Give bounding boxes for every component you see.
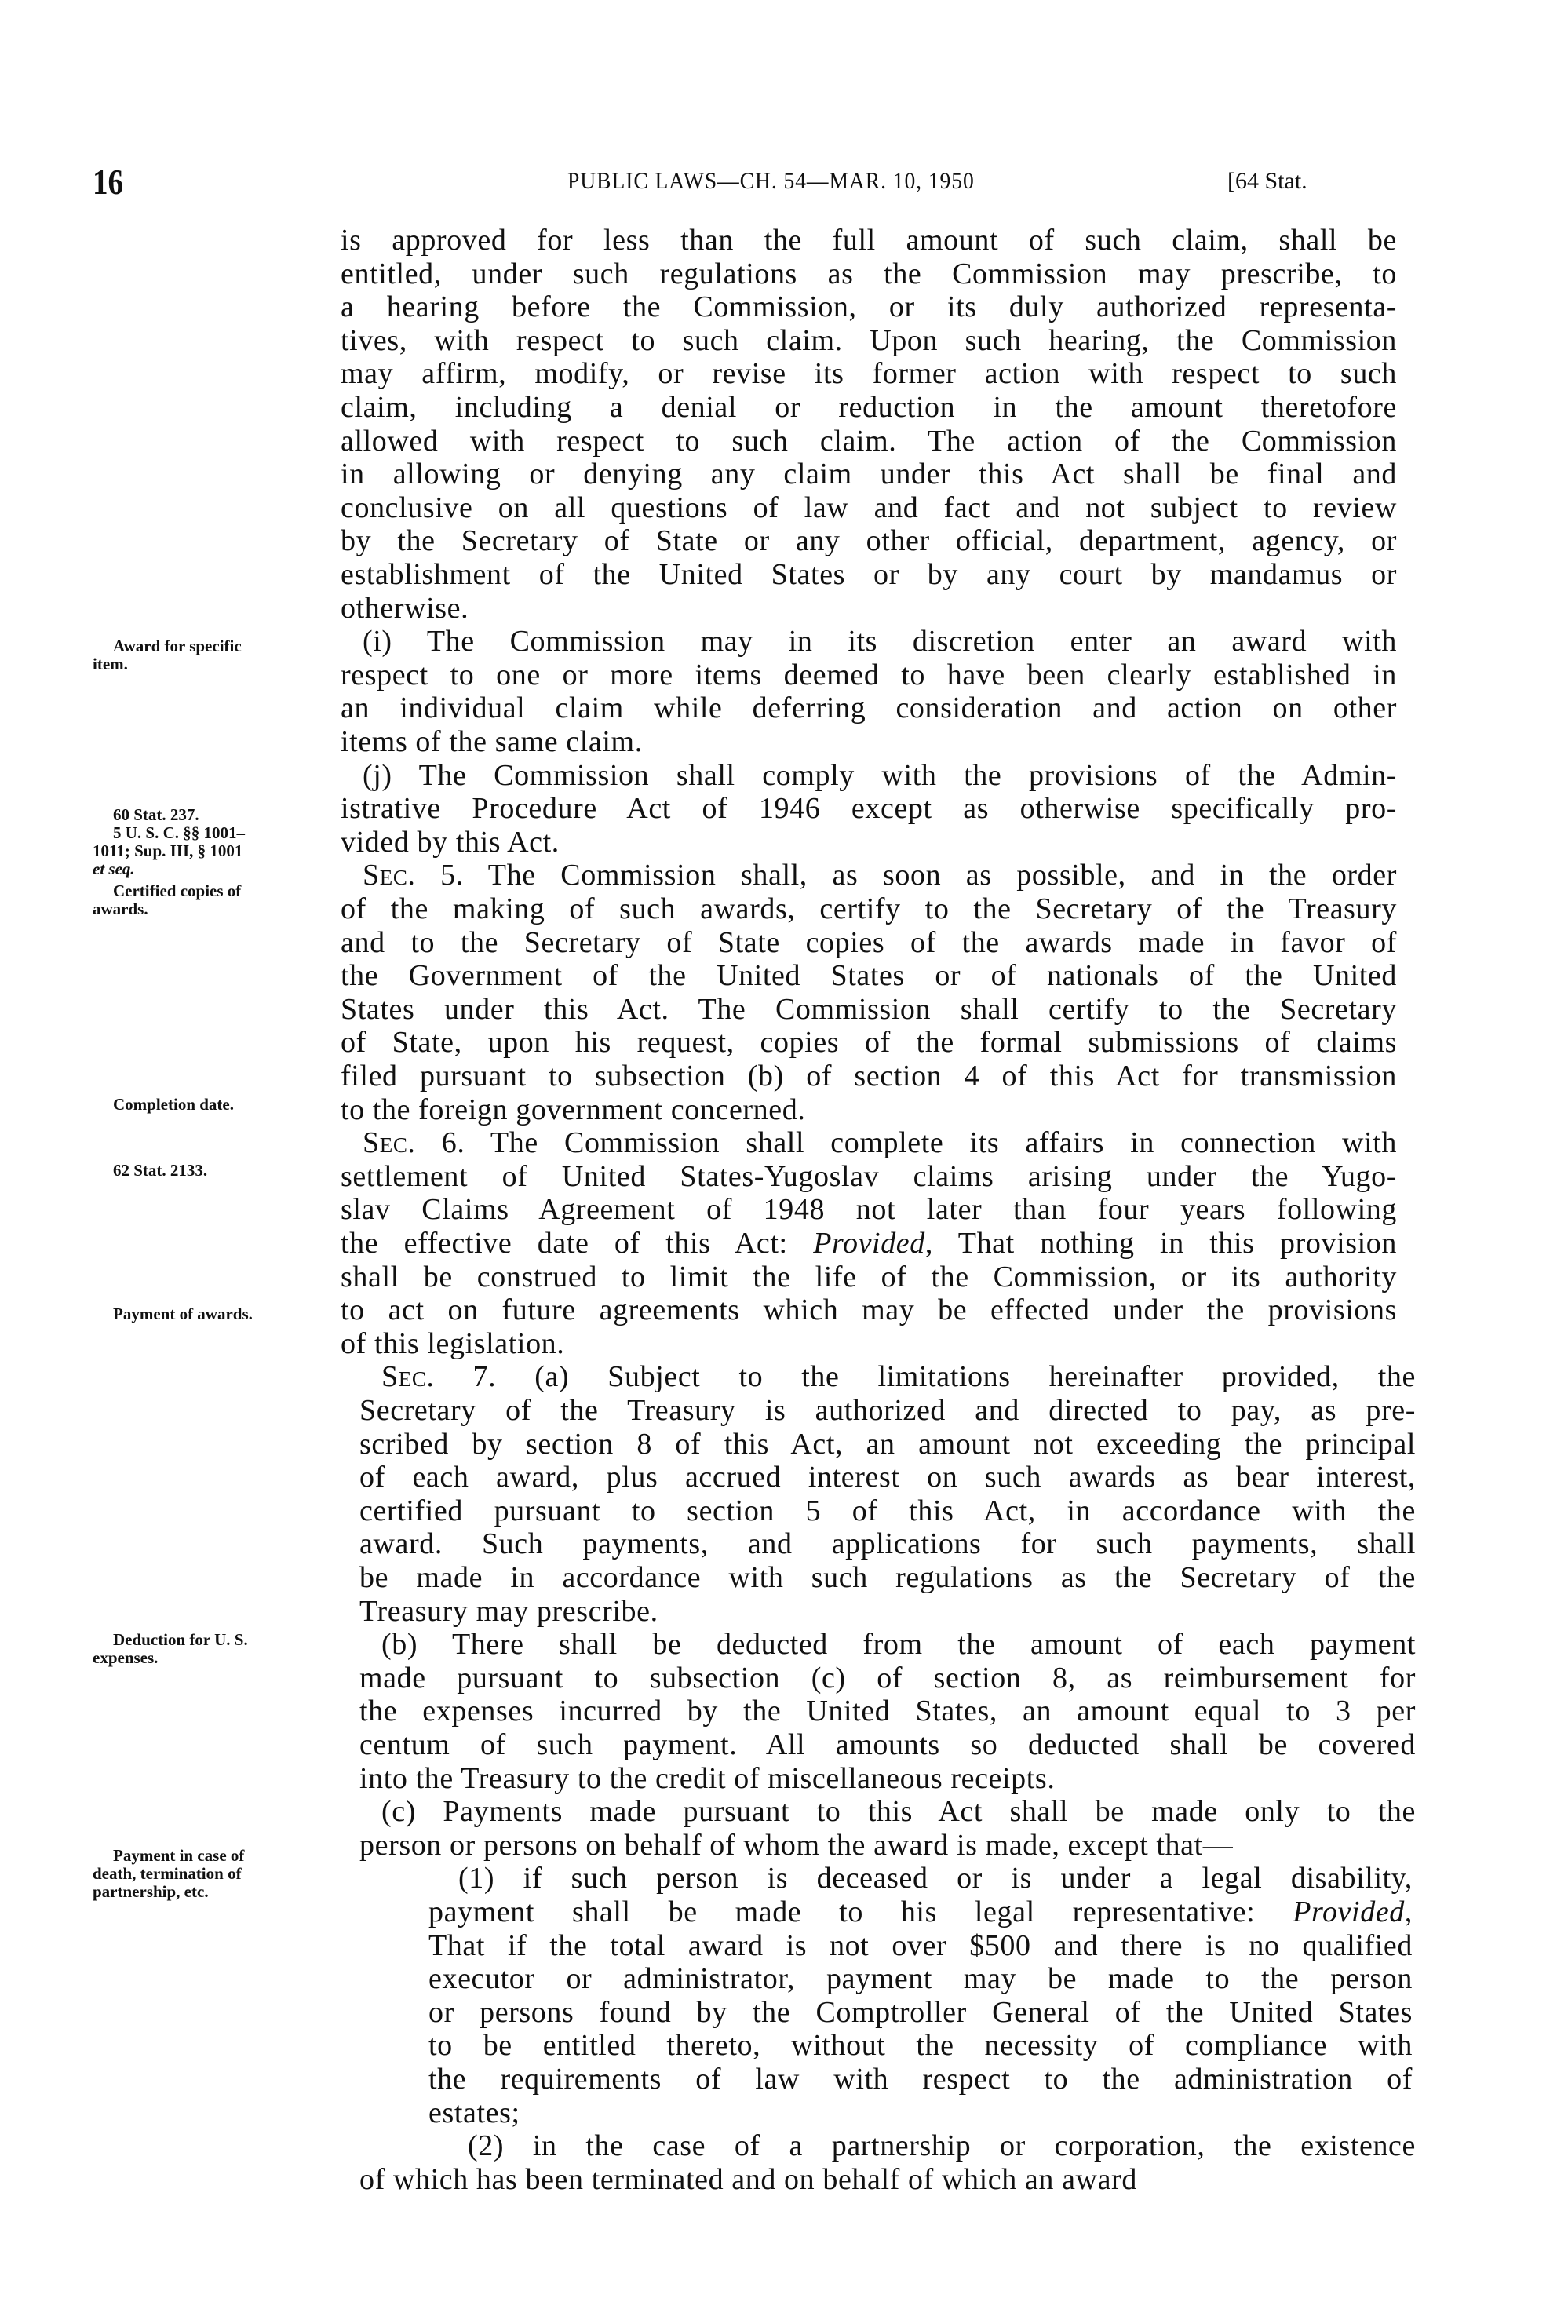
text-line: person or persons on behalf of whom the award is made, except that—	[359, 1828, 1234, 1862]
text-line: by the Secretary of State or any other official, department, agency, or	[341, 524, 1397, 558]
text-line: entitled, under such regulations as the Commission may prescribe, to	[341, 257, 1397, 290]
text-line: a hearing before the Commission, or its duly authorized representa-	[341, 290, 1397, 324]
text-line: establishment of the United States or by any court by mandamus or	[341, 558, 1397, 591]
text-line: in allowing or denying any claim under this Act shall be final and	[341, 458, 1397, 491]
text-line: or persons found by the Comptroller General of the United States	[428, 1995, 1413, 2029]
margin-note-line: et seq.	[93, 859, 135, 878]
margin-note-line: Certified copies of	[113, 881, 242, 900]
text-line: centum of such payment. All amounts so deducted shall be covered	[359, 1728, 1416, 1761]
text-line: allowed with respect to such claim. The action of the Commission	[341, 424, 1397, 458]
margin-note-line: partnership, etc.	[93, 1882, 209, 1901]
text-line: (c) Payments made pursuant to this Act shall be made only to the	[381, 1795, 1416, 1829]
margin-note-line: Deduction for U. S.	[113, 1630, 248, 1649]
text-line: scribed by section 8 of this Act, an amount not exceeding the principal	[359, 1427, 1416, 1461]
text-line: (j) The Commission shall comply with the provisions of the Admin-	[363, 758, 1397, 792]
text-line: estates;	[428, 2096, 520, 2129]
margin-note	[93, 882, 328, 918]
text-line: is approved for less than the full amount of such claim, shall be	[341, 224, 1397, 257]
text-line: of this legislation.	[341, 1326, 565, 1360]
margin-note-line: expenses.	[93, 1648, 159, 1667]
text-line: Sec. 5. The Commission shall, as soon as possible, and in the order	[363, 859, 1397, 892]
margin-note	[93, 806, 328, 878]
text-line: States under this Act. The Commission shall certify to the Secretary	[341, 992, 1397, 1026]
text-line: vided by this Act.	[341, 825, 560, 859]
text-line: be made in accordance with such regulations as the Secretary of the	[359, 1561, 1416, 1594]
text-line: of the making of such awards, certify to the Secretary of the Treasury	[341, 892, 1397, 925]
text-line: items of the same claim.	[341, 725, 643, 758]
margin-note-line: Payment in case of	[113, 1846, 245, 1865]
margin-note-line: 1011; Sup. III, § 1001	[93, 841, 243, 860]
text-line: the effective date of this Act: Provided, That nothing in this provision	[341, 1227, 1397, 1260]
text-line: claim, including a denial or reduction in the amount theretofore	[341, 391, 1397, 424]
text-line: certified pursuant to section 5 of this Act, in accordance with the	[359, 1494, 1416, 1527]
text-line: settlement of United States-Yugoslav claims arising under the Yugo-	[341, 1159, 1397, 1193]
text-line: the requirements of law with respect to the administration of	[428, 2063, 1413, 2096]
margin-note	[93, 1096, 328, 1114]
text-line: award. Such payments, and applications for such payments, shall	[359, 1527, 1416, 1561]
running-head: PUBLIC LAWS—CH. 54—MAR. 10, 1950	[567, 168, 975, 194]
text-line: tives, with respect to such claim. Upon such hearing, the Commission	[341, 323, 1397, 357]
text-line: may affirm, modify, or revise its former action with respect to such	[341, 357, 1397, 391]
text-line: istrative Procedure Act of 1946 except as otherwise specifically pro-	[341, 792, 1397, 826]
text-line: shall be construed to limit the life of the Commission, or its authority	[341, 1260, 1397, 1293]
text-line: That if the total award is not over $500 and there is no qualified	[428, 1928, 1413, 1962]
margin-note	[93, 1847, 328, 1901]
page-number: 16	[93, 162, 124, 202]
text-line: into the Treasury to the credit of miscellaneous receipts.	[359, 1761, 1056, 1795]
text-line: otherwise.	[341, 591, 469, 625]
text-line: (b) There shall be deducted from the amount of each payment	[381, 1628, 1416, 1662]
text-line: made pursuant to subsection (c) of section 8, as reimbursement for	[359, 1661, 1416, 1695]
text-line: conclusive on all questions of law and fact and not subject to review	[341, 491, 1397, 524]
text-line: respect to one or more items deemed to have been clearly established in	[341, 658, 1397, 691]
text-line: and to the Secretary of State copies of the awards made in favor of	[341, 925, 1397, 959]
text-line: (2) in the case of a partnership or corporation, the existence	[468, 2129, 1416, 2163]
text-line: executor or administrator, payment may be made to the person	[428, 1962, 1413, 1996]
text-line: filed pursuant to subsection (b) of section 4 of this Act for transmission	[341, 1060, 1397, 1093]
text-line: an individual claim while deferring consideration and action on other	[341, 691, 1397, 725]
margin-note-line: 5 U. S. C. §§ 1001–	[113, 823, 246, 842]
margin-note-line: item.	[93, 655, 128, 673]
text-line: the expenses incurred by the United States, an amount equal to 3 per	[359, 1695, 1416, 1728]
text-line: of State, upon his request, copies of the formal submissions of claims	[341, 1026, 1397, 1060]
margin-note-line: Payment of awards.	[113, 1304, 253, 1323]
text-line: the Government of the United States or of nationals of the United	[341, 959, 1397, 993]
text-line: (1) if such person is deceased or is under a legal disability,	[458, 1862, 1413, 1895]
margin-note-line: 60 Stat. 237.	[113, 805, 199, 824]
volume-reference: [64 Stat.	[1227, 168, 1307, 194]
text-line: Sec. 6. The Commission shall complete its affairs in connection with	[363, 1126, 1397, 1160]
text-line: of which has been terminated and on behalf of which an award	[359, 2162, 1137, 2196]
margin-note	[93, 637, 328, 673]
margin-note	[93, 1305, 328, 1323]
margin-note-line: 62 Stat. 2133.	[113, 1161, 208, 1180]
text-line: of each award, plus accrued interest on such awards as bear interest,	[359, 1461, 1416, 1494]
margin-note-line: Completion date.	[113, 1095, 234, 1114]
margin-note-line: Award for specific	[113, 637, 242, 655]
margin-note-line: awards.	[93, 899, 148, 918]
text-line: (i) The Commission may in its discretion enter an award with	[363, 625, 1397, 659]
text-line: slav Claims Agreement of 1948 not later than four years following	[341, 1193, 1397, 1227]
text-line: to act on future agreements which may be effected under the provisions	[341, 1293, 1397, 1327]
text-line: payment shall be made to his legal representative: Provided,	[428, 1895, 1413, 1928]
text-line: Sec. 7. (a) Subject to the limitations hereinafter provided, the	[381, 1360, 1416, 1394]
text-line: to be entitled thereto, without the necessity of compliance with	[428, 2029, 1413, 2063]
text-line: Treasury may prescribe.	[359, 1594, 658, 1628]
margin-note-line: death, termination of	[93, 1864, 242, 1883]
text-line: Secretary of the Treasury is authorized and directed to pay, as pre-	[359, 1394, 1416, 1427]
text-line: to the foreign government concerned.	[341, 1093, 806, 1126]
margin-note	[93, 1631, 328, 1667]
margin-note	[93, 1162, 328, 1180]
